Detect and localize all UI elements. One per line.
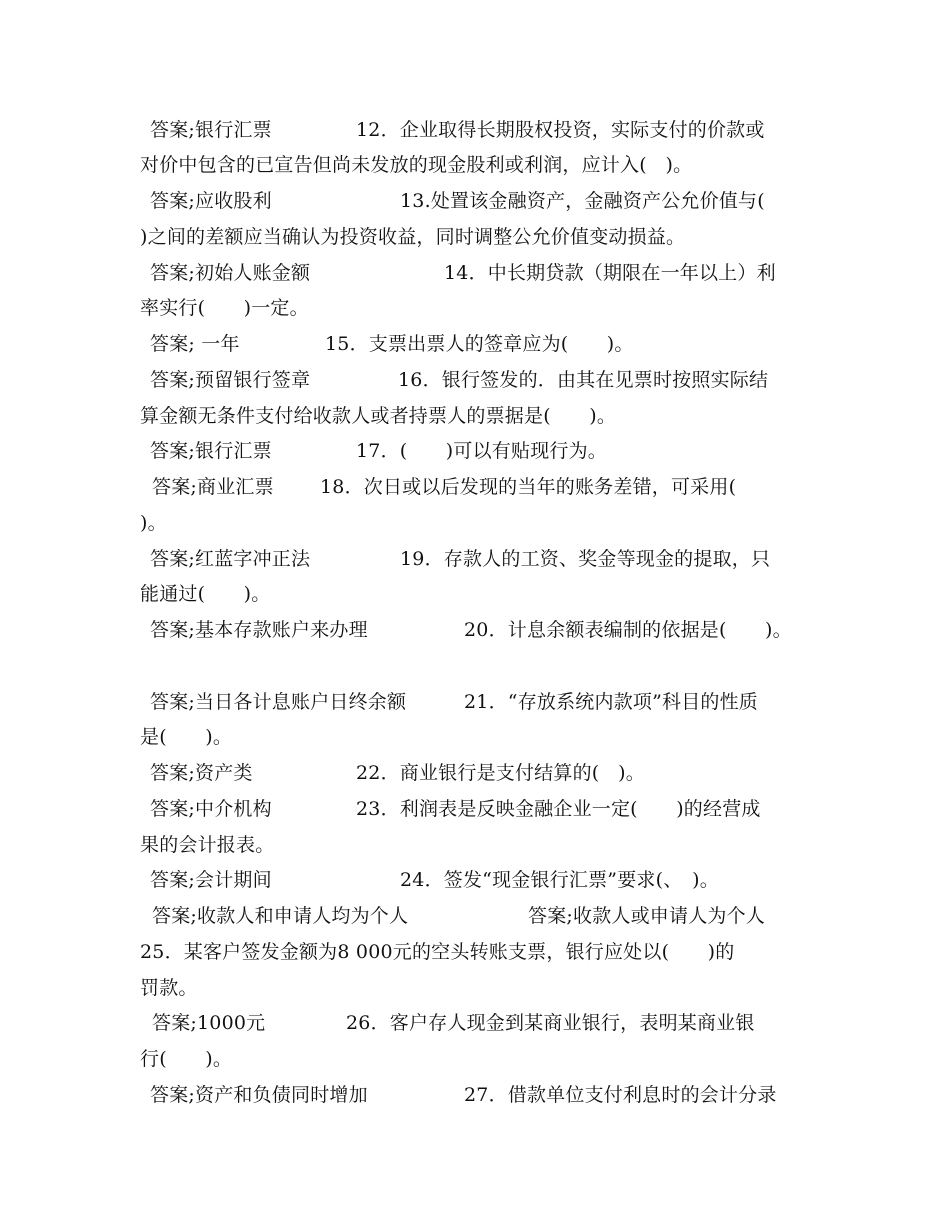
answer-text: 答案;红蓝字冲正法: [150, 548, 311, 570]
text-line: [0, 936, 950, 968]
answer-text: 答案;基本存款账户来办理: [150, 619, 368, 641]
question-text: 能通过( )。: [140, 583, 271, 605]
text-line: [0, 507, 950, 539]
question-text: 算金额无条件支付给收款人或者持票人的票据是( )。: [140, 405, 617, 427]
answer-text: 答案;商业汇票: [152, 476, 274, 498]
question-text: 行( )。: [140, 1048, 233, 1070]
question-text: 是( )。: [140, 726, 233, 748]
text-line: [0, 185, 950, 217]
text-line: [0, 1043, 950, 1075]
text-line: [0, 364, 950, 396]
answer-text: 答案;收款人或申请人为个人: [528, 905, 766, 927]
text-line: [0, 114, 950, 146]
question-text: 25．某客户签发金额为8 000元的空头转账支票，银行应处以( )的: [140, 941, 735, 963]
text-line: [0, 614, 950, 646]
question-text: )。: [140, 512, 167, 534]
text-line: [0, 292, 950, 324]
question-text: )之间的差额应当确认为投资收益，同时调整公允价值变动损益。: [140, 226, 686, 248]
text-line: [0, 578, 950, 610]
answer-text: 答案;会计期间: [150, 869, 272, 891]
answer-text: 答案;1000元: [152, 1012, 266, 1034]
answer-text: 答案;银行汇票: [150, 119, 272, 141]
question-text: 对价中包含的已宣告但尚未发放的现金股利或利润，应计入( )。: [140, 154, 693, 176]
answer-text: 答案;初始人账金额: [150, 262, 311, 284]
question-text: 14．中长期贷款（期限在一年以上）利: [444, 262, 776, 284]
text-line: [0, 1079, 950, 1111]
question-text: 率实行( )一定。: [140, 297, 309, 319]
answer-text: 答案;应收股利: [150, 190, 272, 212]
answer-text: 答案;收款人和申请人均为个人: [152, 905, 409, 927]
text-line: [0, 149, 950, 181]
text-line: [0, 221, 950, 253]
text-line: [0, 829, 950, 861]
text-line: [0, 400, 950, 432]
text-line: [0, 757, 950, 789]
text-line: [0, 972, 950, 1004]
answer-text: 答案;资产和负债同时增加: [150, 1084, 368, 1106]
question-text: 17．( )可以有贴现行为。: [356, 440, 608, 462]
text-line: [0, 900, 950, 932]
question-text: 21．“存放系统内款项”科目的性质: [464, 691, 759, 713]
text-line: [0, 793, 950, 825]
answer-text: 答案; 一年: [150, 333, 240, 355]
question-text: 27．借款单位支付利息时的会计分录: [464, 1084, 777, 1106]
answer-text: 答案;预留银行签章: [150, 369, 311, 391]
question-text: 罚款。: [140, 977, 198, 999]
text-line: [0, 721, 950, 753]
question-text: 20．计息余额表编制的依据是( )。: [464, 619, 792, 641]
question-text: 22．商业银行是支付结算的( )。: [356, 762, 645, 784]
answer-text: 答案;当日各计息账户日终余额: [150, 691, 407, 713]
text-line: [0, 686, 950, 718]
question-text: 果的会计报表。: [140, 834, 275, 856]
answer-text: 答案;银行汇票: [150, 440, 272, 462]
question-text: 13.处置该金融资产，金融资产公允价值与(: [400, 190, 765, 212]
text-line: [0, 328, 950, 360]
answer-text: 答案;中介机构: [150, 798, 272, 820]
question-text: 24．签发“现金银行汇票”要求(、 )。: [400, 869, 719, 891]
question-text: 19．存款人的工资、奖金等现金的提取，只: [400, 548, 771, 570]
question-text: 16．银行签发的．由其在见票时按照实际结: [398, 369, 769, 391]
question-text: 12．企业取得长期股权投资，实际支付的价款或: [356, 119, 765, 141]
question-text: 23．利润表是反映金融企业一定( )的经营成: [356, 798, 761, 820]
text-line: [0, 543, 950, 575]
text-line: [0, 435, 950, 467]
text-line: [0, 864, 950, 896]
question-text: 18．次日或以后发现的当年的账务差错，可采用(: [320, 476, 737, 498]
text-line: [0, 471, 950, 503]
text-line: [0, 1007, 950, 1039]
question-text: 26．客户存人现金到某商业银行，表明某商业银: [346, 1012, 755, 1034]
text-line: [0, 257, 950, 289]
answer-text: 答案;资产类: [150, 762, 253, 784]
question-text: 15．支票出票人的签章应为( )。: [325, 333, 634, 355]
